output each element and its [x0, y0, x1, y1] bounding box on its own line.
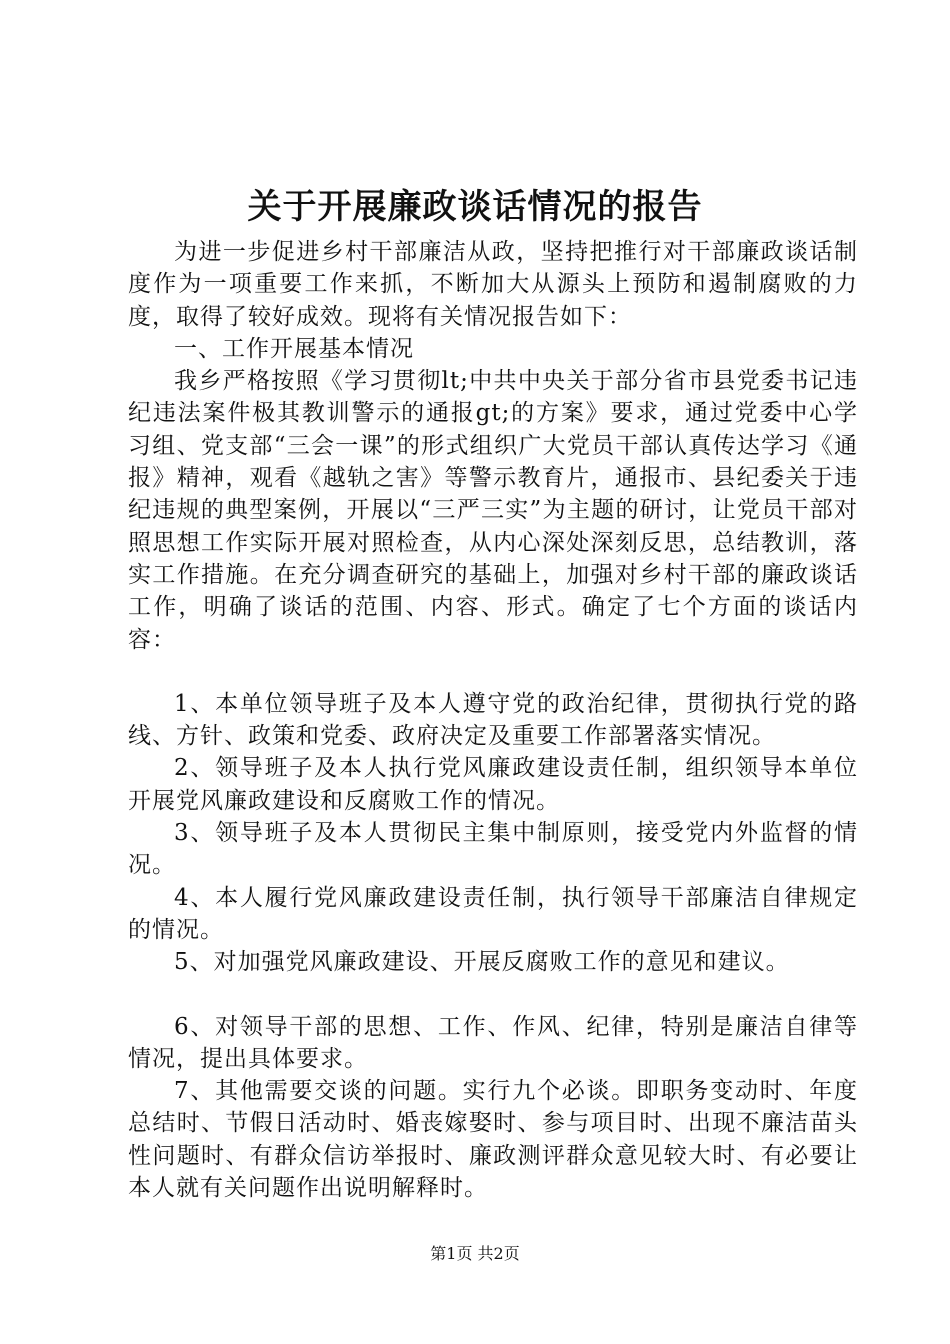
list-item-2: 2、领导班子及本人执行党风廉政建设责任制，组织领导本单位开展党风廉政建设和反腐败工作的情况。	[128, 755, 858, 814]
list-item-6: 6、对领导干部的思想、工作、作风、纪律，特别是廉洁自律等情况，提出具体要求。	[128, 1013, 858, 1072]
list-item-4: 4、本人履行党风廉政建设责任制，执行领导干部廉洁自律规定的情况。	[128, 884, 858, 943]
section-paragraph: 我乡严格按照《学习贯彻lt;中共中央关于部分省市县党委书记违纪违法案件极其教训警示的通报gt;的方案》要求，通过党委中心学习组、党支部“三会一课”的形式组织广大党员干部认真传达学习《通报》精神，观看《越轨之害》等警示教育片，通报市、县纪委关于违纪违规的典型案例，开展以“三严三实”为主题的研讨，让党员干部对照思想工作实际开展对照检查，从内心深处深刻反思，总结教训，落实工作措施。在充分调查研究的基础上，加强对乡村干部的廉政谈话工作，明确了谈话的范围、内容、形式。确定了七个方面的谈话内容：	[128, 368, 858, 653]
list-item-3: 3、领导班子及本人贯彻民主集中制原则，接受党内外监督的情况。	[128, 820, 858, 879]
page-footer: 第1页 共2页	[430, 1244, 520, 1263]
intro-paragraph: 为进一步促进乡村干部廉洁从政，坚持把推行对干部廉政谈话制度作为一项重要工作来抓，不断加大从源头上预防和遏制腐败的力度，取得了较好成效。现将有关情况报告如下：	[128, 239, 858, 330]
section-heading: 一、工作开展基本情况	[174, 335, 414, 362]
paragraph-gap	[128, 656, 858, 688]
list-item-5: 5、对加强党风廉政建设、开展反腐败工作的意见和建议。	[174, 949, 790, 976]
paragraph-gap	[128, 979, 858, 1011]
list-item-1: 1、本单位领导班子及本人遵守党的政治纪律，贯彻执行党的路线、方针、政策和党委、政府决定及重要工作部署落实情况。	[128, 690, 858, 750]
page-title: 关于开展廉政谈话情况的报告	[247, 187, 703, 227]
document-body	[128, 236, 858, 1204]
list-item-7: 7、其他需要交谈的问题。实行九个必谈。即职务变动时、年度总结时、节假日活动时、婚丧嫁娶时、参与项目时、出现不廉洁苗头性问题时、有群众信访举报时、廉政测评群众意见较大时、有必要让本人就有关问题作出说明解释时。	[128, 1078, 858, 1202]
